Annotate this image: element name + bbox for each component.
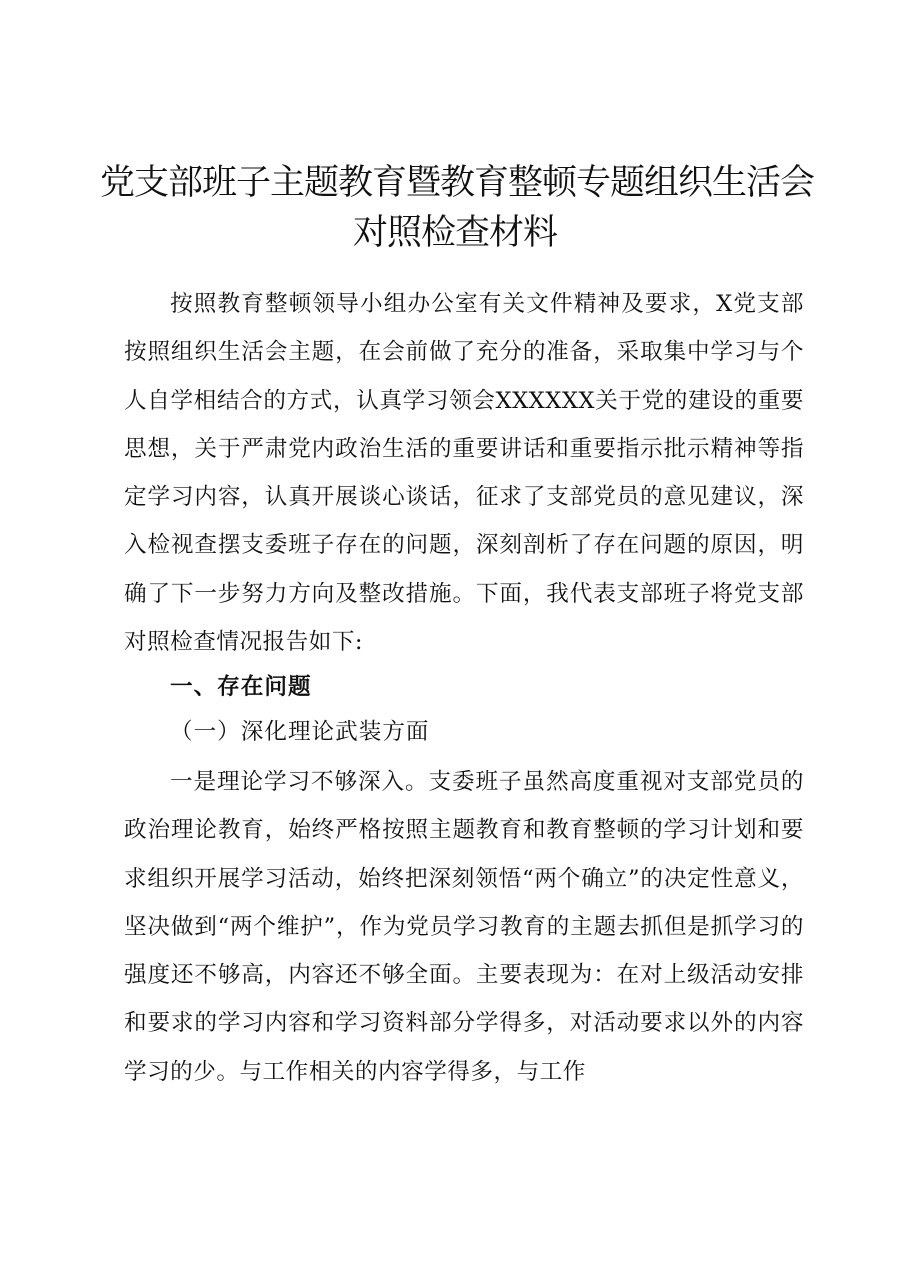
document-title [100,158,815,258]
section-heading: 一、存在问题 [170,674,312,700]
subsection-heading: （一）深化理论武装方面 [170,719,430,745]
body-paragraph: 一是理论学习不够深入。支委班子虽然高度重视对支部党员的政治理论教育，始终严格按照主题教育和教育整顿的学习计划和要求组织开展学习活动，始终把深刻领悟“两个确立”的决定性意义，坚决做到“两个维护”，作为党员学习教育的主题去抓但是抓学习的强度还不够高，内容还不够全面。主要表现为：在对上级活动安排和要求的学习内容和学习资料部分学得多，对活动要求以外的内容学习的少。与工作相关的内容学得多，与工作 [124,769,804,1085]
title-line-1: 党支部班子主题教育暨教育整顿专题组织生活会 [100,163,815,203]
title-line-2: 对照检查材料 [352,213,557,253]
intro-paragraph: 按照教育整顿领导小组办公室有关文件精神及要求，X党支部按照组织生活会主题，在会前做了充分的准备，采取集中学习与个人自学相结合的方式，认真学习领会XXXXXX关于党的建设的重要思想，关于严肃党内政治生活的重要讲话和重要指示批示精神等指定学习内容，认真开展谈心谈话，征求了支部党员的意见建议，深入检视查摆支委班子存在的问题，深刻剖析了存在问题的原因，明确了下一步努力方向及整改措施。下面，我代表支部班子将党支部对照检查情况报告如下: [124,291,804,656]
